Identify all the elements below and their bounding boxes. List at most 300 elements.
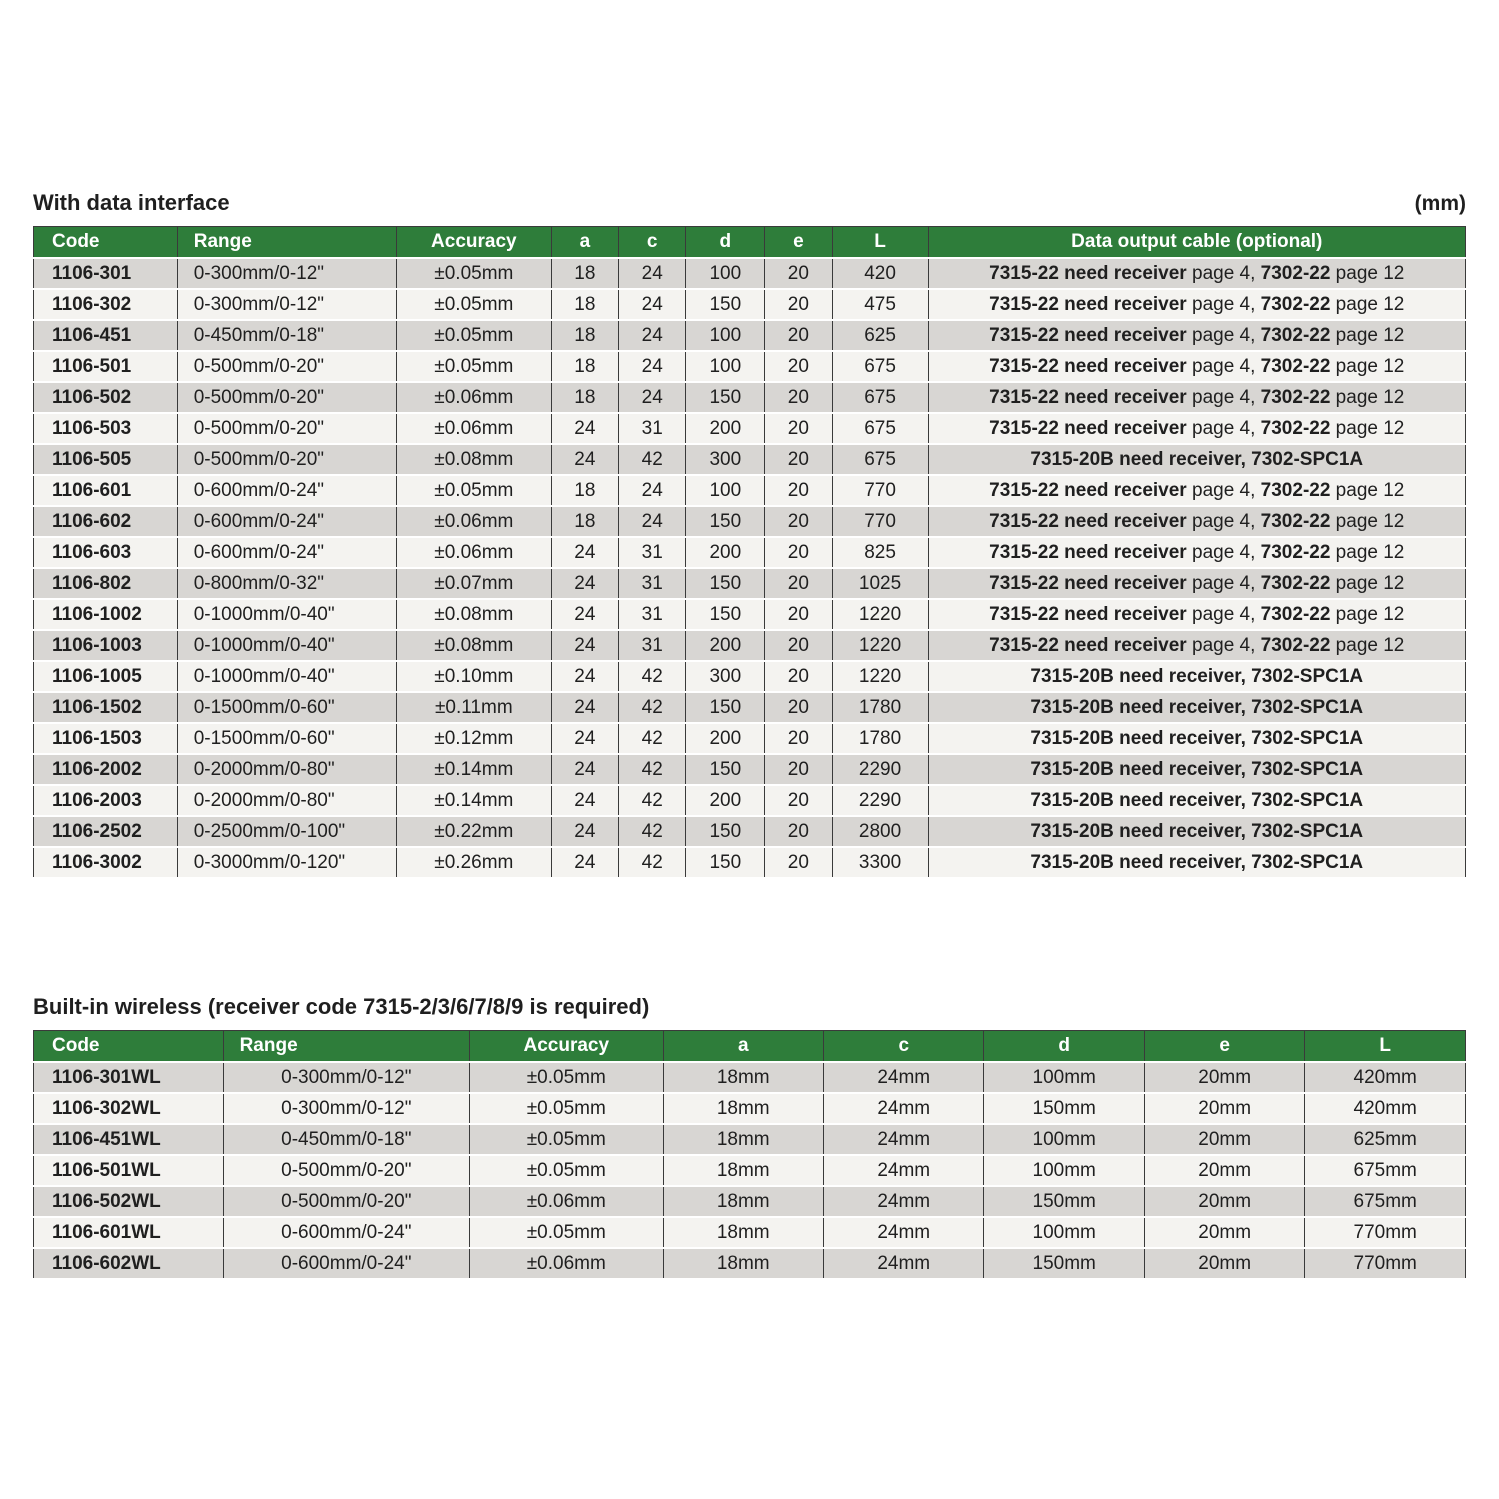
table1-cell-accuracy: ±0.06mm (397, 538, 552, 567)
cable-code-text: 7315-20B need receiver, 7302-SPC1A (1030, 727, 1364, 749)
table1-cell-e: 20 (765, 848, 832, 877)
table2-cell-e: 20mm (1145, 1218, 1305, 1247)
table1-cell-code: 1106-301 (33, 259, 178, 288)
cable-page-text: page 12 (1330, 603, 1405, 625)
table1-cell-code: 1106-601 (33, 476, 178, 505)
cable-page-text: page 4, (1186, 479, 1261, 501)
table1-cell-range: 0-3000mm/0-120" (178, 848, 397, 877)
table2-cell-l: 420mm (1305, 1063, 1466, 1092)
table1-cell-code: 1106-602 (33, 507, 178, 536)
table1-header-accuracy: Accuracy (397, 226, 552, 257)
table2-cell-a: 18mm (664, 1063, 824, 1092)
table1-row (33, 259, 1466, 288)
table1-row (33, 817, 1466, 846)
table1-row (33, 507, 1466, 536)
cable-page-text: page 4, (1186, 386, 1261, 408)
table1-cell-l: 825 (833, 538, 929, 567)
table2-row (33, 1063, 1466, 1092)
table2-header-row (33, 1030, 1466, 1061)
table1-cell-d: 200 (686, 786, 765, 815)
cable-page-text: page 4, (1186, 510, 1261, 532)
table1-cell-a: 18 (552, 352, 619, 381)
table1-cell-range: 0-300mm/0-12" (178, 259, 397, 288)
table1-cell-accuracy: ±0.26mm (397, 848, 552, 877)
table1-cell-accuracy: ±0.06mm (397, 414, 552, 443)
table1-cell-e: 20 (765, 755, 832, 784)
table1-cell-a: 18 (552, 476, 619, 505)
unit-label: (mm) (1414, 192, 1466, 216)
table1-cell-range: 0-500mm/0-20" (178, 352, 397, 381)
table1-cell-d: 150 (686, 600, 765, 629)
table1-cell-code: 1106-505 (33, 445, 178, 474)
table2-cell-d: 100mm (984, 1156, 1144, 1185)
cable-page-text: page 12 (1330, 262, 1405, 284)
cable-page-text: page 12 (1330, 355, 1405, 377)
table2-cell-code: 1106-601WL (33, 1218, 224, 1247)
table2-header-d: d (984, 1030, 1144, 1061)
table1-header-range: Range (178, 226, 397, 257)
table1-cell-accuracy: ±0.07mm (397, 569, 552, 598)
table2-cell-l: 625mm (1305, 1125, 1466, 1154)
table2-cell-c: 24mm (824, 1218, 984, 1247)
table1-cell-accuracy: ±0.05mm (397, 321, 552, 350)
table1-cell-cable (929, 507, 1466, 536)
cable-code-text: 7302-22 (1260, 479, 1331, 501)
table1-header-row (33, 226, 1466, 257)
table1-cell-l: 1780 (833, 693, 929, 722)
cable-code-text: 7315-22 need receiver (989, 386, 1187, 408)
table2-cell-d: 150mm (984, 1187, 1144, 1216)
cable-page-text: page 12 (1330, 510, 1405, 532)
table1-cell-a: 24 (552, 662, 619, 691)
table1-cell-range: 0-2500mm/0-100" (178, 817, 397, 846)
table2-row (33, 1156, 1466, 1185)
table2-cell-a: 18mm (664, 1187, 824, 1216)
table1-header-d: d (686, 226, 765, 257)
table1-cell-c: 42 (619, 848, 686, 877)
table2-cell-e: 20mm (1145, 1094, 1305, 1123)
cable-code-text: 7302-22 (1260, 572, 1331, 594)
table1-cell-c: 42 (619, 724, 686, 753)
table1-cell-l: 3300 (833, 848, 929, 877)
table1-cell-d: 150 (686, 569, 765, 598)
table1-cell-code: 1106-802 (33, 569, 178, 598)
table1-cell-c: 24 (619, 290, 686, 319)
table1-cell-range: 0-1500mm/0-60" (178, 724, 397, 753)
table1-cell-d: 300 (686, 662, 765, 691)
table1-cell-e: 20 (765, 507, 832, 536)
table1-cell-accuracy: ±0.08mm (397, 600, 552, 629)
table1-cell-d: 100 (686, 352, 765, 381)
table2-cell-a: 18mm (664, 1249, 824, 1278)
table2-cell-range: 0-600mm/0-24" (224, 1249, 470, 1278)
table1-cell-accuracy: ±0.12mm (397, 724, 552, 753)
table2-cell-code: 1106-502WL (33, 1187, 224, 1216)
table1-cell-code: 1106-2003 (33, 786, 178, 815)
table1-cell-range: 0-1000mm/0-40" (178, 662, 397, 691)
table1-cell-range: 0-800mm/0-32" (178, 569, 397, 598)
table1-cell-l: 1220 (833, 600, 929, 629)
table1-row (33, 848, 1466, 877)
table2-cell-l: 675mm (1305, 1156, 1466, 1185)
cable-code-text: 7315-22 need receiver (989, 541, 1187, 563)
table1-cell-accuracy: ±0.05mm (397, 476, 552, 505)
table1-cell-accuracy: ±0.06mm (397, 383, 552, 412)
table1-cell-e: 20 (765, 259, 832, 288)
table1-cell-accuracy: ±0.22mm (397, 817, 552, 846)
table1-cell-cable (929, 259, 1466, 288)
cable-code-text: 7315-22 need receiver (989, 262, 1187, 284)
cable-page-text: page 4, (1186, 324, 1261, 346)
table1-cell-code: 1106-2002 (33, 755, 178, 784)
table1-header-data-output-cable-optional: Data output cable (optional) (929, 226, 1466, 257)
table2-cell-code: 1106-302WL (33, 1094, 224, 1123)
table1-cell-a: 24 (552, 600, 619, 629)
table1-cell-d: 150 (686, 817, 765, 846)
table2-cell-range: 0-500mm/0-20" (224, 1156, 470, 1185)
table2-cell-accuracy: ±0.05mm (470, 1063, 663, 1092)
table2-cell-d: 150mm (984, 1249, 1144, 1278)
table2-title: Built-in wireless (receiver code 7315-2/3/6/7/8/9 is required) (33, 994, 650, 1020)
table1-cell-code: 1106-1002 (33, 600, 178, 629)
table1-cell-cable (929, 817, 1466, 846)
table1-cell-e: 20 (765, 569, 832, 598)
table2-cell-l: 770mm (1305, 1249, 1466, 1278)
table1-cell-c: 42 (619, 445, 686, 474)
table1-cell-accuracy: ±0.05mm (397, 259, 552, 288)
table1-cell-e: 20 (765, 538, 832, 567)
table1-cell-cable (929, 848, 1466, 877)
table1-cell-accuracy: ±0.06mm (397, 507, 552, 536)
cable-code-text: 7315-22 need receiver (989, 572, 1187, 594)
table2-cell-range: 0-450mm/0-18" (224, 1125, 470, 1154)
table1-cell-d: 200 (686, 538, 765, 567)
cable-code-text: 7315-20B need receiver, 7302-SPC1A (1030, 665, 1364, 687)
table1-cell-cable (929, 569, 1466, 598)
table1-cell-c: 24 (619, 383, 686, 412)
table2-row (33, 1094, 1466, 1123)
table2-cell-accuracy: ±0.05mm (470, 1125, 663, 1154)
table1-cell-cable (929, 290, 1466, 319)
table1-cell-e: 20 (765, 445, 832, 474)
cable-code-text: 7302-22 (1260, 541, 1331, 563)
table2-cell-d: 150mm (984, 1094, 1144, 1123)
table2-cell-l: 770mm (1305, 1218, 1466, 1247)
table1-cell-a: 18 (552, 321, 619, 350)
table1-cell-cable (929, 755, 1466, 784)
table2-cell-a: 18mm (664, 1094, 824, 1123)
cable-page-text: page 12 (1330, 634, 1405, 656)
cable-code-text: 7315-22 need receiver (989, 479, 1187, 501)
table1-cell-e: 20 (765, 662, 832, 691)
table1-row (33, 352, 1466, 381)
cable-page-text: page 12 (1330, 572, 1405, 594)
table1-cell-accuracy: ±0.10mm (397, 662, 552, 691)
table1-cell-d: 200 (686, 631, 765, 660)
cable-page-text: page 12 (1330, 479, 1405, 501)
table1-cell-accuracy: ±0.08mm (397, 631, 552, 660)
table1-row (33, 538, 1466, 567)
table1-cell-a: 24 (552, 445, 619, 474)
cable-code-text: 7315-22 need receiver (989, 293, 1187, 315)
table1-cell-l: 675 (833, 414, 929, 443)
table1-row (33, 662, 1466, 691)
table1-cell-c: 24 (619, 476, 686, 505)
cable-page-text: page 12 (1330, 541, 1405, 563)
table1-cell-cable (929, 476, 1466, 505)
cable-code-text: 7315-22 need receiver (989, 634, 1187, 656)
cable-page-text: page 12 (1330, 417, 1405, 439)
table2-cell-d: 100mm (984, 1063, 1144, 1092)
cable-code-text: 7302-22 (1260, 293, 1331, 315)
table1-cell-e: 20 (765, 414, 832, 443)
table1-cell-range: 0-500mm/0-20" (178, 445, 397, 474)
table1-cell-c: 31 (619, 569, 686, 598)
table1-row (33, 290, 1466, 319)
cable-code-text: 7315-22 need receiver (989, 603, 1187, 625)
cable-code-text: 7315-20B need receiver, 7302-SPC1A (1030, 758, 1364, 780)
table1-cell-code: 1106-1003 (33, 631, 178, 660)
table1-cell-d: 100 (686, 259, 765, 288)
table1-cell-range: 0-600mm/0-24" (178, 476, 397, 505)
table1-cell-cable (929, 631, 1466, 660)
table2-cell-d: 100mm (984, 1125, 1144, 1154)
table1-cell-accuracy: ±0.05mm (397, 352, 552, 381)
table1-cell-range: 0-500mm/0-20" (178, 414, 397, 443)
table1-cell-c: 24 (619, 507, 686, 536)
cable-code-text: 7315-20B need receiver, 7302-SPC1A (1030, 820, 1364, 842)
table2-header-range: Range (224, 1030, 470, 1061)
table1-cell-cable (929, 662, 1466, 691)
table1-cell-l: 2800 (833, 817, 929, 846)
table1-cell-c: 42 (619, 755, 686, 784)
table1-cell-accuracy: ±0.14mm (397, 786, 552, 815)
table1-cell-l: 2290 (833, 755, 929, 784)
table1-cell-e: 20 (765, 476, 832, 505)
table1-cell-d: 150 (686, 290, 765, 319)
table1-header-l: L (833, 226, 929, 257)
table2-cell-a: 18mm (664, 1218, 824, 1247)
table1-row (33, 476, 1466, 505)
table2-cell-range: 0-500mm/0-20" (224, 1187, 470, 1216)
cable-code-text: 7315-20B need receiver, 7302-SPC1A (1030, 696, 1364, 718)
table1-cell-code: 1106-1503 (33, 724, 178, 753)
cable-code-text: 7315-20B need receiver, 7302-SPC1A (1030, 851, 1364, 873)
cable-page-text: page 4, (1186, 293, 1261, 315)
table2-cell-accuracy: ±0.06mm (470, 1249, 663, 1278)
cable-page-text: page 12 (1330, 386, 1405, 408)
table1-cell-range: 0-600mm/0-24" (178, 507, 397, 536)
table1-row (33, 569, 1466, 598)
table1-cell-l: 675 (833, 383, 929, 412)
table1-cell-l: 625 (833, 321, 929, 350)
table1-cell-l: 770 (833, 507, 929, 536)
table1-cell-e: 20 (765, 631, 832, 660)
cable-code-text: 7302-22 (1260, 386, 1331, 408)
table1-cell-a: 24 (552, 693, 619, 722)
table1-cell-a: 24 (552, 569, 619, 598)
table1-cell-cable (929, 786, 1466, 815)
table1-cell-l: 1025 (833, 569, 929, 598)
table1-cell-cable (929, 538, 1466, 567)
table1-cell-e: 20 (765, 352, 832, 381)
table1-cell-code: 1106-1502 (33, 693, 178, 722)
table2-cell-c: 24mm (824, 1187, 984, 1216)
table1-row (33, 786, 1466, 815)
table2-cell-code: 1106-602WL (33, 1249, 224, 1278)
cable-code-text: 7315-20B need receiver, 7302-SPC1A (1030, 448, 1364, 470)
table1-cell-c: 24 (619, 321, 686, 350)
table2-cell-code: 1106-301WL (33, 1063, 224, 1092)
table1-cell-d: 150 (686, 693, 765, 722)
table1-cell-c: 24 (619, 352, 686, 381)
table2-cell-e: 20mm (1145, 1156, 1305, 1185)
table1-cell-a: 18 (552, 259, 619, 288)
cable-code-text: 7315-22 need receiver (989, 510, 1187, 532)
table1-cell-code: 1106-2502 (33, 817, 178, 846)
table1-cell-l: 1780 (833, 724, 929, 753)
table1-cell-c: 42 (619, 786, 686, 815)
table1-cell-code: 1106-451 (33, 321, 178, 350)
table2-cell-code: 1106-451WL (33, 1125, 224, 1154)
table1-cell-accuracy: ±0.11mm (397, 693, 552, 722)
table1-cell-e: 20 (765, 383, 832, 412)
cable-code-text: 7302-22 (1260, 355, 1331, 377)
table2-header-code: Code (33, 1030, 224, 1061)
cable-code-text: 7302-22 (1260, 417, 1331, 439)
table1-cell-d: 150 (686, 383, 765, 412)
table1-cell-cable (929, 693, 1466, 722)
table1-cell-l: 1220 (833, 631, 929, 660)
table1-cell-cable (929, 383, 1466, 412)
table1-cell-c: 42 (619, 693, 686, 722)
table1-row (33, 383, 1466, 412)
table2-cell-a: 18mm (664, 1125, 824, 1154)
table1-cell-c: 31 (619, 600, 686, 629)
table2-cell-c: 24mm (824, 1063, 984, 1092)
table1-cell-c: 42 (619, 817, 686, 846)
table1-cell-accuracy: ±0.05mm (397, 290, 552, 319)
table1-row (33, 724, 1466, 753)
table2-cell-accuracy: ±0.05mm (470, 1218, 663, 1247)
table2-row (33, 1125, 1466, 1154)
table1-cell-d: 150 (686, 507, 765, 536)
table2-cell-range: 0-300mm/0-12" (224, 1063, 470, 1092)
table1-cell-d: 150 (686, 755, 765, 784)
table2-row (33, 1218, 1466, 1247)
table1-cell-c: 31 (619, 414, 686, 443)
table1-header-e: e (765, 226, 832, 257)
table2-cell-e: 20mm (1145, 1187, 1305, 1216)
table1-cell-c: 31 (619, 538, 686, 567)
table2-title-row (33, 995, 1466, 1019)
table1-cell-e: 20 (765, 600, 832, 629)
table1-cell-range: 0-1500mm/0-60" (178, 693, 397, 722)
table1-cell-d: 150 (686, 848, 765, 877)
table1-cell-d: 200 (686, 724, 765, 753)
table1-cell-range: 0-1000mm/0-40" (178, 631, 397, 660)
cable-code-text: 7302-22 (1260, 262, 1331, 284)
table1-title: With data interface (33, 190, 230, 215)
table1-cell-code: 1106-1005 (33, 662, 178, 691)
table1-cell-l: 675 (833, 352, 929, 381)
table2-cell-e: 20mm (1145, 1249, 1305, 1278)
cable-page-text: page 4, (1186, 355, 1261, 377)
table1-cell-e: 20 (765, 817, 832, 846)
table1-cell-a: 24 (552, 786, 619, 815)
table1-cell-range: 0-450mm/0-18" (178, 321, 397, 350)
table1-cell-code: 1106-3002 (33, 848, 178, 877)
table2-header-c: c (824, 1030, 984, 1061)
table2-cell-accuracy: ±0.06mm (470, 1187, 663, 1216)
table2-cell-e: 20mm (1145, 1125, 1305, 1154)
cable-page-text: page 12 (1330, 293, 1405, 315)
data-interface-table (33, 224, 1466, 879)
table2-row (33, 1187, 1466, 1216)
table2-cell-l: 675mm (1305, 1187, 1466, 1216)
table1-row (33, 414, 1466, 443)
table1-cell-c: 31 (619, 631, 686, 660)
table1-cell-range: 0-2000mm/0-80" (178, 786, 397, 815)
table2-cell-accuracy: ±0.05mm (470, 1156, 663, 1185)
table1-cell-a: 24 (552, 414, 619, 443)
table2-cell-c: 24mm (824, 1156, 984, 1185)
table1-cell-l: 1220 (833, 662, 929, 691)
table1-title-row (33, 191, 1466, 215)
table1-cell-a: 24 (552, 817, 619, 846)
table1-cell-range: 0-1000mm/0-40" (178, 600, 397, 629)
table2-cell-a: 18mm (664, 1156, 824, 1185)
table1-cell-e: 20 (765, 321, 832, 350)
table1-cell-code: 1106-501 (33, 352, 178, 381)
table1-cell-cable (929, 445, 1466, 474)
cable-code-text: 7302-22 (1260, 324, 1331, 346)
table1-cell-c: 24 (619, 259, 686, 288)
table2-cell-e: 20mm (1145, 1063, 1305, 1092)
cable-code-text: 7302-22 (1260, 510, 1331, 532)
table1-cell-e: 20 (765, 693, 832, 722)
table1-cell-e: 20 (765, 786, 832, 815)
cable-code-text: 7315-22 need receiver (989, 355, 1187, 377)
cable-page-text: page 4, (1186, 417, 1261, 439)
table1-cell-l: 770 (833, 476, 929, 505)
table1-cell-cable (929, 321, 1466, 350)
table1-cell-e: 20 (765, 724, 832, 753)
table1-cell-a: 18 (552, 290, 619, 319)
table2-header-accuracy: Accuracy (470, 1030, 663, 1061)
table1-cell-a: 24 (552, 724, 619, 753)
table2-cell-c: 24mm (824, 1094, 984, 1123)
table1-cell-a: 24 (552, 631, 619, 660)
table1-cell-a: 18 (552, 507, 619, 536)
table1-cell-range: 0-2000mm/0-80" (178, 755, 397, 784)
table1-cell-a: 18 (552, 383, 619, 412)
table1-cell-range: 0-600mm/0-24" (178, 538, 397, 567)
table1-cell-accuracy: ±0.08mm (397, 445, 552, 474)
table1-row (33, 755, 1466, 784)
table1-cell-d: 100 (686, 321, 765, 350)
table2-cell-accuracy: ±0.05mm (470, 1094, 663, 1123)
table1-cell-cable (929, 724, 1466, 753)
table1-cell-code: 1106-603 (33, 538, 178, 567)
table2-cell-d: 100mm (984, 1218, 1144, 1247)
table1-cell-a: 24 (552, 538, 619, 567)
table1-header-a: a (552, 226, 619, 257)
table2-cell-c: 24mm (824, 1249, 984, 1278)
cable-page-text: page 4, (1186, 541, 1261, 563)
table1-cell-e: 20 (765, 290, 832, 319)
table1-cell-cable (929, 414, 1466, 443)
